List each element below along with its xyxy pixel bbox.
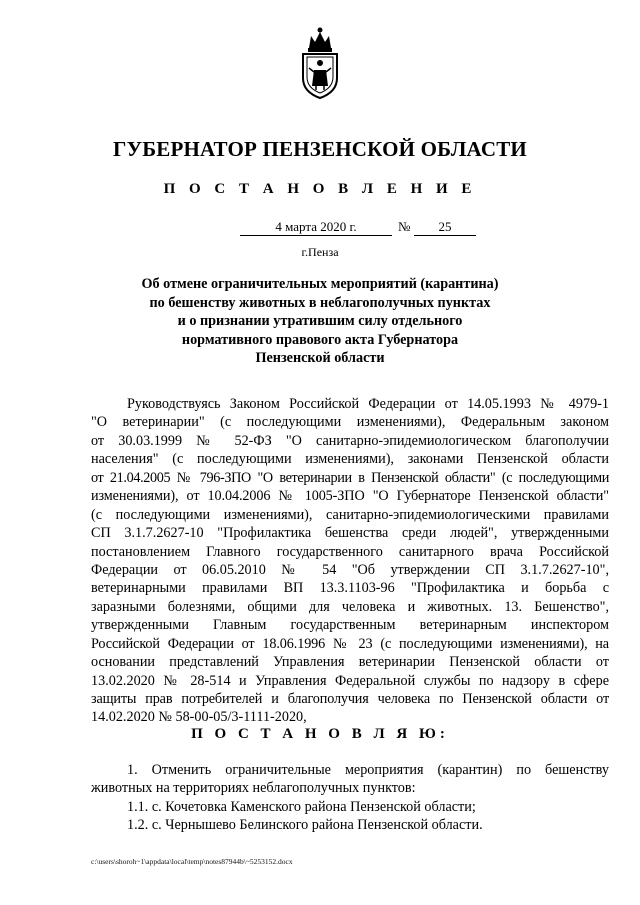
preamble-line: изменениями), от 10.04.2006 № 1005-ЗПО "О Губернаторе Пензенской области" [91,488,609,505]
city: г.Пенза [301,245,339,259]
item-1-line: 1. Отменить ограничительные мероприятия (карантин) по бешенству [127,762,609,778]
preamble-line: 13.02.2020 № 28-514 и Управления Федеральной службы по надзору в сфере [91,672,609,689]
preamble-paragraph [91,395,609,727]
preamble-line: Российской Федерации от 18.06.1996 № 23 (с последующими изменениями), на [91,635,609,652]
preamble-line: защиты прав потребителей и благополучия человека по Пензенской области от [91,691,609,707]
preamble-line: населения" (с последующими изменениями), законами Пензенской области [91,451,609,468]
preamble-line: Федерации от 06.05.2010 № 54 "Об утверждении СП 3.1.7.2627-10", [91,561,609,578]
subject-line: нормативного правового акта Губернатора [181,331,459,348]
date-number-line [0,219,640,237]
document-number: 25 [414,219,476,236]
file-path-footer: c:\users\shoroh~1\appdata\local\temp\notes87944b\~5253152.docx [91,857,293,866]
resolve-heading: П О С Т А Н О В Л Я Ю: [191,726,449,742]
subject-line: и о признании утратившим силу отдельного [177,313,463,329]
preamble-line: 14.02.2020 № 58-00-05/3-1111-2020, [91,709,307,726]
preamble-line: утвержденными Главным государственным ветеринарным инспектором [91,617,609,634]
preamble-line: ветеринарными правилами ВП 13.3.1103-96 "Профилактика и борьба с [91,580,609,597]
preamble-line: "О ветеринарии" (с последующими изменениями), Федеральным законом [91,414,609,431]
preamble-line: (с последующими изменениями), санитарно-эпидемиологическими правилами [91,506,609,523]
preamble-line: постановлением Главного государственного санитарного врача Российской [91,543,609,560]
coat-of-arms-emblem [299,26,341,100]
subject-line: Пензенской области [255,350,385,366]
preamble-line: СП 3.1.7.2627-10 "Профилактика бешенства среди людей", утвержденными [91,525,609,542]
preamble-line: основании представлений Управления ветеринарии Пензенской области от [91,654,609,671]
number-sign: № [398,219,411,234]
resolution-items [91,761,609,835]
item-1-line: животных на территориях неблагополучных пунктов: [91,780,416,797]
subject-line: Об отмене ограничительных мероприятий (карантина) [141,276,499,292]
document-subject [120,275,520,368]
item-1-2: 1.2. с. Чернышево Белинского района Пензенской области. [127,817,483,834]
item-1-1: 1.1. с. Кочетовка Каменского района Пензенской области; [127,798,476,815]
preamble-line: от 21.04.2005 № 796-ЗПО "О ветеринарии в Пензенской области" (с последующими [91,469,609,486]
preamble-line: от 30.03.1999 № 52-ФЗ "О санитарно-эпидемиологическом благополучии [91,432,609,449]
preamble-line: Руководствуясь Законом Российской Федерации от 14.05.1993 № 4979-1 [127,396,609,412]
subject-line: по бешенству животных в неблагополучных пунктах [149,294,491,311]
document-type: П О С Т А Н О В Л Е Н И Е [163,181,477,197]
preamble-line: заразными болезнями, общими для человека и животных. 13. Бешенство", [91,598,609,615]
issuer-title: ГУБЕРНАТОР ПЕНЗЕНСКОЙ ОБЛАСТИ [113,137,527,161]
document-date: 4 марта 2020 г. [240,219,392,236]
